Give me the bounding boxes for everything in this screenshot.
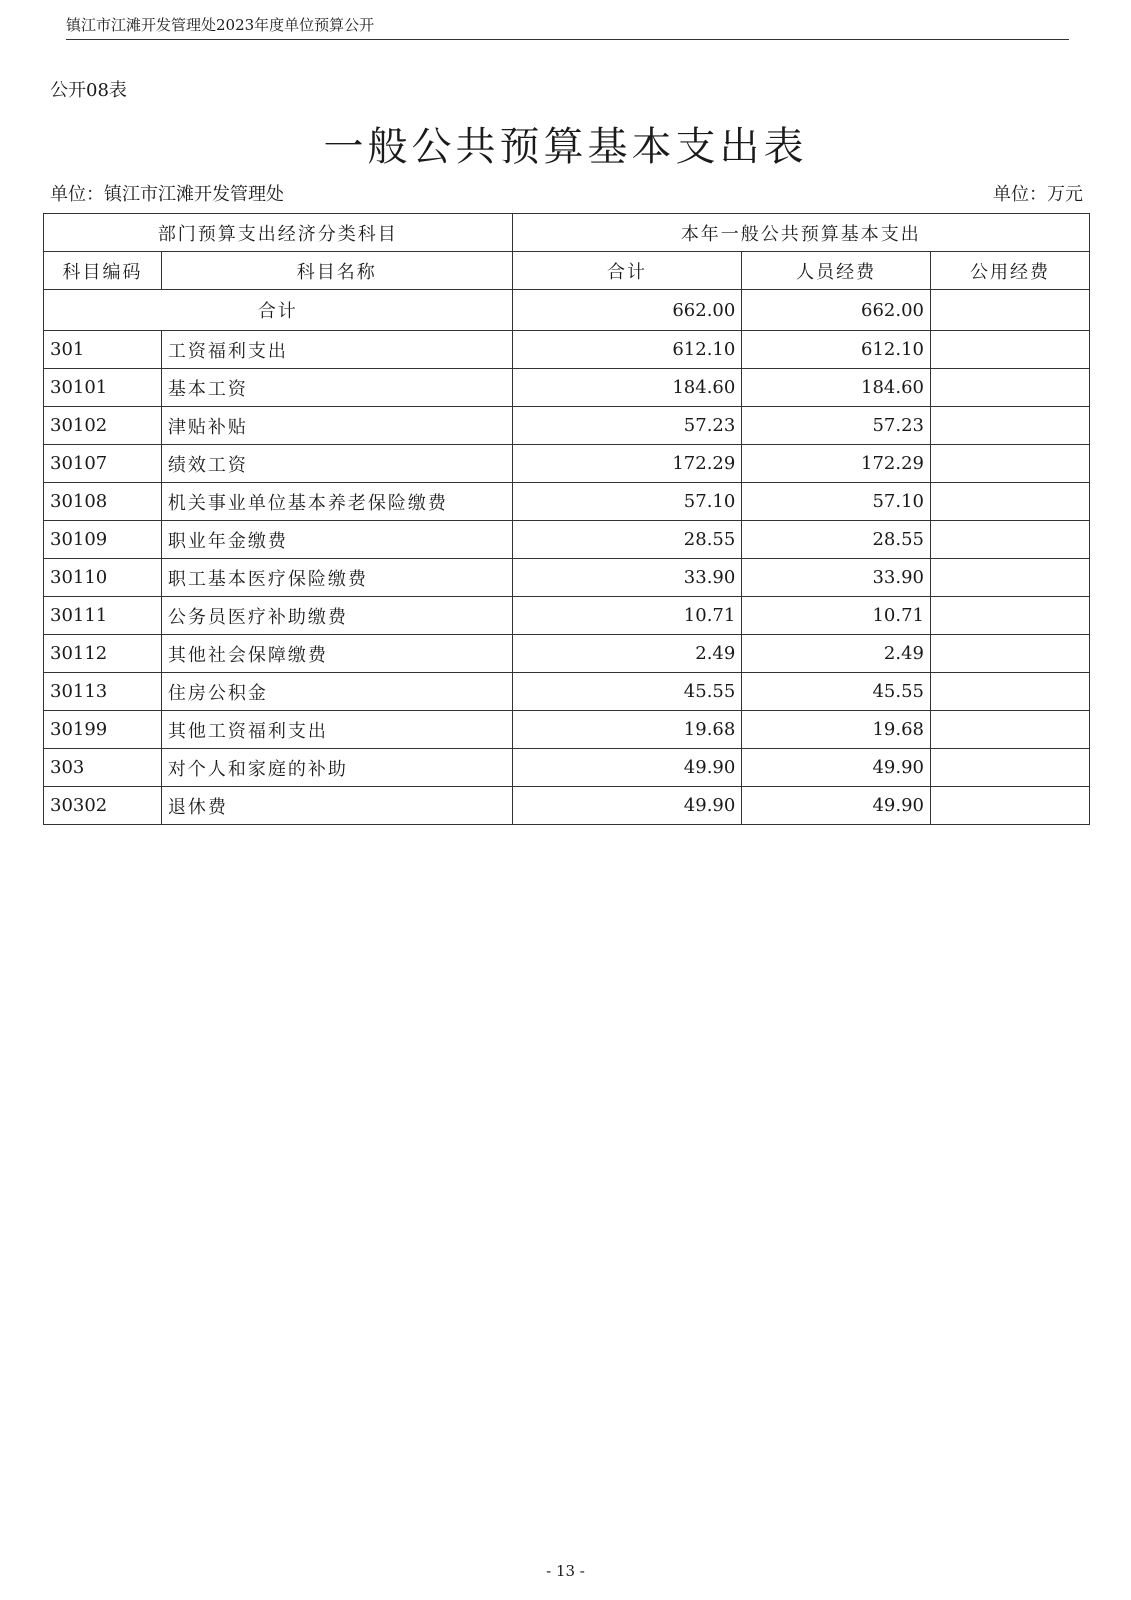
table-row (44, 673, 1090, 711)
budget-table (43, 213, 1090, 825)
row-total: 19.68 (512, 711, 742, 749)
row-public (931, 521, 1090, 559)
row-total: 612.10 (512, 331, 742, 369)
row-total: 33.90 (512, 559, 742, 597)
row-personnel: 49.90 (742, 787, 931, 825)
row-public (931, 635, 1090, 673)
row-name: 工资福利支出 (161, 331, 512, 369)
total-label: 合计 (44, 290, 513, 331)
row-name: 其他工资福利支出 (161, 711, 512, 749)
row-code: 30108 (44, 483, 162, 521)
group-header-expenditure: 本年一般公共预算基本支出 (512, 214, 1089, 252)
row-name: 其他社会保障缴费 (161, 635, 512, 673)
table-row (44, 559, 1090, 597)
table-row (44, 483, 1090, 521)
row-name: 公务员医疗补助缴费 (161, 597, 512, 635)
row-total: 49.90 (512, 749, 742, 787)
table-number: 公开08表 (50, 80, 127, 101)
total-sum: 662.00 (512, 290, 742, 331)
row-name: 职工基本医疗保险缴费 (161, 559, 512, 597)
row-personnel: 2.49 (742, 635, 931, 673)
row-public (931, 483, 1090, 521)
row-public (931, 597, 1090, 635)
row-code: 30199 (44, 711, 162, 749)
row-code: 30113 (44, 673, 162, 711)
row-public (931, 787, 1090, 825)
row-public (931, 331, 1090, 369)
column-header-personnel: 人员经费 (742, 252, 931, 290)
row-public (931, 673, 1090, 711)
column-header-public: 公用经费 (931, 252, 1090, 290)
group-header-classification: 部门预算支出经济分类科目 (44, 214, 513, 252)
row-personnel: 28.55 (742, 521, 931, 559)
row-total: 28.55 (512, 521, 742, 559)
row-personnel: 172.29 (742, 445, 931, 483)
row-name: 对个人和家庭的补助 (161, 749, 512, 787)
row-public (931, 749, 1090, 787)
running-header: 镇江市江滩开发管理处2023年度单位预算公开 (66, 14, 1069, 40)
column-header-name: 科目名称 (161, 252, 512, 290)
row-name: 退休费 (161, 787, 512, 825)
row-public (931, 407, 1090, 445)
row-public (931, 559, 1090, 597)
row-personnel: 57.23 (742, 407, 931, 445)
row-name: 基本工资 (161, 369, 512, 407)
row-personnel: 49.90 (742, 749, 931, 787)
row-code: 30101 (44, 369, 162, 407)
table-row (44, 521, 1090, 559)
table-row (44, 445, 1090, 483)
row-total: 2.49 (512, 635, 742, 673)
column-header-code: 科目编码 (44, 252, 162, 290)
unit-currency: 单位：万元 (993, 184, 1083, 205)
row-code: 30109 (44, 521, 162, 559)
row-code: 30302 (44, 787, 162, 825)
row-code: 301 (44, 331, 162, 369)
table-row (44, 331, 1090, 369)
row-code: 30107 (44, 445, 162, 483)
table-row (44, 597, 1090, 635)
row-personnel: 10.71 (742, 597, 931, 635)
unit-organization: 单位：镇江市江滩开发管理处 (50, 184, 284, 205)
row-personnel: 57.10 (742, 483, 931, 521)
row-total: 49.90 (512, 787, 742, 825)
group-header-row (44, 214, 1090, 252)
row-total: 184.60 (512, 369, 742, 407)
total-public (931, 290, 1090, 331)
row-personnel: 612.10 (742, 331, 931, 369)
table-row (44, 369, 1090, 407)
row-personnel: 33.90 (742, 559, 931, 597)
table-row (44, 635, 1090, 673)
total-personnel: 662.00 (742, 290, 931, 331)
column-header-row (44, 252, 1090, 290)
page-number: - 13 - (546, 1562, 585, 1580)
row-name: 住房公积金 (161, 673, 512, 711)
total-row (44, 290, 1090, 331)
table-row (44, 711, 1090, 749)
row-public (931, 445, 1090, 483)
table-row (44, 749, 1090, 787)
row-total: 45.55 (512, 673, 742, 711)
row-name: 机关事业单位基本养老保险缴费 (161, 483, 512, 521)
table-row (44, 407, 1090, 445)
row-name: 职业年金缴费 (161, 521, 512, 559)
table-row (44, 787, 1090, 825)
row-code: 30102 (44, 407, 162, 445)
row-code: 303 (44, 749, 162, 787)
row-name: 绩效工资 (161, 445, 512, 483)
page-title: 一般公共预算基本支出表 (323, 124, 808, 170)
row-code: 30112 (44, 635, 162, 673)
row-code: 30110 (44, 559, 162, 597)
row-total: 172.29 (512, 445, 742, 483)
row-total: 57.23 (512, 407, 742, 445)
row-name: 津贴补贴 (161, 407, 512, 445)
row-personnel: 45.55 (742, 673, 931, 711)
row-total: 10.71 (512, 597, 742, 635)
column-header-total: 合计 (512, 252, 742, 290)
row-personnel: 19.68 (742, 711, 931, 749)
row-total: 57.10 (512, 483, 742, 521)
row-personnel: 184.60 (742, 369, 931, 407)
row-code: 30111 (44, 597, 162, 635)
row-public (931, 369, 1090, 407)
row-public (931, 711, 1090, 749)
